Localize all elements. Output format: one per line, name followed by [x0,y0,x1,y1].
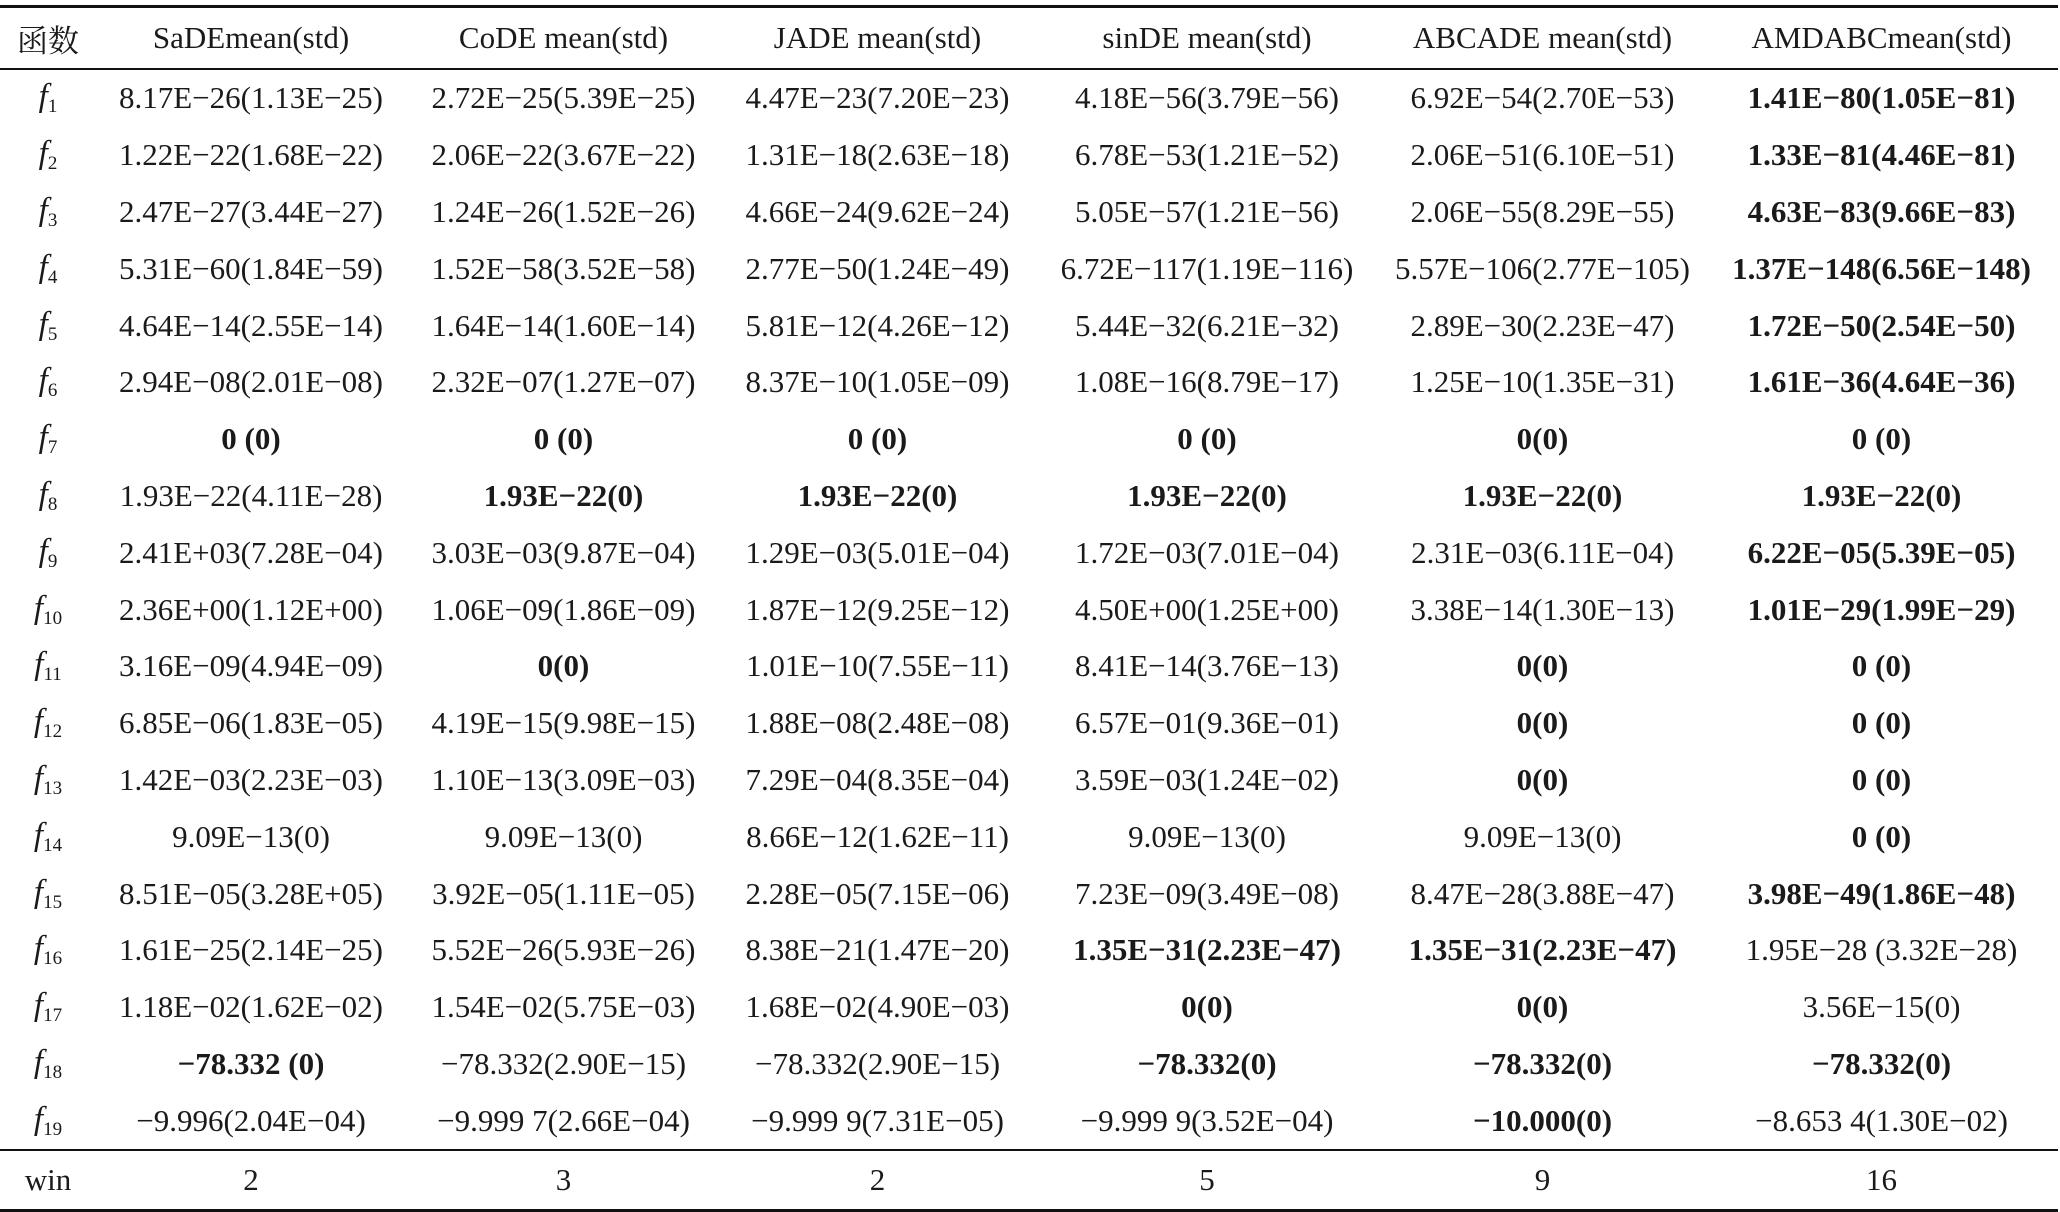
value-cell: 1.33E−81(4.46E−81) [1747,137,2016,173]
value-cell: 1.72E−03(7.01E−04) [1075,534,1339,570]
function-index: 16 [43,948,63,970]
function-symbol: f [38,78,48,115]
value-cell: 0 (0) [1851,818,1912,854]
function-symbol: f [38,248,48,285]
results-table-container [0,5,2060,1212]
value-cell: 1.06E−09(1.86E−09) [431,591,696,627]
value-cell: 2.32E−07(1.27E−07) [431,364,696,400]
value-cell: 7.23E−09(3.49E−08) [1075,875,1339,911]
win-row [0,1150,2058,1211]
function-label [0,979,96,1036]
value-cell: 1.01E−10(7.55E−11) [746,648,1009,684]
value-cell: 1.29E−03(5.01E−04) [745,534,1010,570]
value-cell: −9.996(2.04E−04) [136,1102,366,1138]
function-index: 17 [43,1005,63,1027]
value-cell: 4.63E−83(9.66E−83) [1747,193,2016,229]
function-symbol: f [38,191,48,228]
value-cell: 0 (0) [847,421,908,457]
value-cell: 4.47E−23(7.20E−23) [745,80,1010,116]
value-cell: 8.47E−28(3.88E−47) [1410,875,1675,911]
value-cell: −78.332(0) [1472,1045,1613,1081]
value-cell: 3.16E−09(4.94E−09) [119,648,383,684]
function-index: 6 [47,380,58,402]
value-cell: 1.95E−28 (3.32E−28) [1745,932,2018,968]
value-cell: 6.78E−53(1.21E−52) [1075,137,1339,173]
value-cell: 0(0) [1516,989,1569,1025]
win-label: win [24,1162,72,1198]
function-label [0,808,96,865]
win-cell: 16 [1866,1162,1897,1198]
function-symbol: f [34,646,44,683]
table-row [0,865,2058,922]
function-symbol: f [33,987,44,1024]
value-cell: 9.09E−13(0) [1463,818,1622,854]
value-cell: 2.36E+00(1.12E+00) [119,591,383,627]
function-label [0,638,96,695]
value-cell: 0(0) [1516,705,1569,741]
function-symbol: f [33,873,44,910]
value-cell: 2.77E−50(1.24E−49) [745,250,1010,286]
table-row [0,922,2058,979]
function-label [0,468,96,525]
value-cell: 6.72E−117(1.19E−116) [1060,250,1354,286]
value-cell: 1.01E−29(1.99E−29) [1747,591,2016,627]
function-label [0,524,96,581]
value-cell: 1.93E−22(0) [483,477,644,513]
value-cell: 0 (0) [1851,705,1912,741]
function-symbol: f [33,1100,44,1137]
header-function: 函数 [17,23,79,59]
table-row [0,69,2058,127]
value-cell: 8.37E−10(1.05E−09) [745,364,1010,400]
value-cell: 1.72E−50(2.54E−50) [1747,307,2016,343]
function-symbol: f [33,816,44,853]
value-cell: −10.000(0) [1472,1102,1613,1138]
value-cell: 4.18E−56(3.79E−56) [1075,80,1339,116]
function-label [0,1092,96,1150]
header-row [0,7,2058,70]
function-symbol: f [38,419,48,456]
function-label [0,695,96,752]
value-cell: 8.41E−14(3.76E−13) [1075,648,1339,684]
function-index: 3 [47,209,58,231]
function-label [0,184,96,241]
table-row [0,808,2058,865]
function-label [0,922,96,979]
function-index: 4 [47,266,58,288]
table-row [0,468,2058,525]
table-row [0,240,2058,297]
function-symbol: f [38,135,48,172]
value-cell: 2.06E−22(3.67E−22) [431,137,696,173]
value-cell: 0 (0) [533,421,594,457]
value-cell: −78.332(0) [1811,1045,1952,1081]
value-cell: 1.93E−22(0) [1801,477,1962,513]
value-cell: 0(0) [1181,989,1233,1025]
value-cell: 1.61E−25(2.14E−25) [119,932,383,968]
value-cell: 2.28E−05(7.15E−06) [745,875,1010,911]
table-row [0,979,2058,1036]
value-cell: 2.31E−03(6.11E−04) [1411,534,1674,570]
table-footer [0,1150,2058,1211]
value-cell: 1.37E−148(6.56E−148) [1732,250,2031,286]
function-symbol: f [38,305,48,342]
win-cell: 2 [869,1162,886,1198]
value-cell: 8.17E−26(1.13E−25) [119,80,383,116]
value-cell: 1.93E−22(0) [1127,477,1287,513]
table-row [0,1092,2058,1150]
value-cell: 9.09E−13(0) [172,818,330,854]
function-label [0,752,96,809]
function-index: 14 [43,834,63,856]
value-cell: 0(0) [1516,421,1569,457]
value-cell: −78.332(2.90E−15) [754,1045,1001,1081]
table-row [0,581,2058,638]
value-cell: 0(0) [1516,648,1569,684]
table-row [0,695,2058,752]
function-index: 1 [47,96,58,118]
function-symbol: f [38,532,48,569]
value-cell: 5.57E−106(2.77E−105) [1395,250,1690,286]
value-cell: 2.47E−27(3.44E−27) [119,193,383,229]
win-cell: 2 [243,1162,259,1198]
value-cell: 0 (0) [1851,421,1912,457]
function-index: 8 [47,493,58,515]
value-cell: −8.653 4(1.30E−02) [1755,1102,2008,1138]
value-cell: 3.56E−15(0) [1802,989,1961,1025]
value-cell: 0 (0) [1177,421,1237,457]
win-cell: 3 [555,1162,572,1198]
results-table [0,5,2058,1212]
value-cell: 2.72E−25(5.39E−25) [431,80,696,116]
function-index: 7 [47,437,58,459]
value-cell: 1.93E−22(0) [1462,477,1623,513]
value-cell: 1.35E−31(2.23E−47) [1073,932,1341,968]
function-index: 11 [43,664,62,686]
value-cell: 1.52E−58(3.52E−58) [431,250,696,286]
value-cell: 4.64E−14(2.55E−14) [119,307,383,343]
function-symbol: f [33,703,44,740]
value-cell: 0(0) [1516,761,1569,797]
table-row [0,524,2058,581]
header-amdabc: AMDABCmean(std) [1751,20,2012,55]
header-sinde: sinDE mean(std) [1102,20,1312,55]
value-cell: 1.64E−14(1.60E−14) [431,307,696,343]
value-cell: 3.59E−03(1.24E−02) [1075,761,1339,797]
function-label [0,411,96,468]
value-cell: 6.92E−54(2.70E−53) [1410,80,1675,116]
header-abcade: ABCADE mean(std) [1412,20,1673,55]
header-sade: SaDEmean(std) [152,20,350,55]
value-cell: 7.29E−04(8.35E−04) [745,761,1010,797]
value-cell: 1.68E−02(4.90E−03) [745,989,1010,1025]
value-cell: 0 (0) [1851,761,1912,797]
value-cell: 1.42E−03(2.23E−03) [119,761,383,797]
function-label [0,354,96,411]
value-cell: −78.332(0) [1137,1045,1277,1081]
value-cell: 0 (0) [1851,648,1912,684]
value-cell: 3.03E−03(9.87E−04) [431,534,696,570]
function-symbol: f [33,759,44,796]
value-cell: 1.24E−26(1.52E−26) [431,193,696,229]
table-row [0,184,2058,241]
value-cell: 5.05E−57(1.21E−56) [1075,193,1339,229]
value-cell: 2.89E−30(2.23E−47) [1410,307,1675,343]
value-cell: 1.93E−22(4.11E−28) [119,477,383,513]
value-cell: 1.41E−80(1.05E−81) [1747,80,2016,116]
table-row [0,297,2058,354]
value-cell: 1.35E−31(2.23E−47) [1408,932,1677,968]
value-cell: 1.25E−10(1.35E−31) [1410,364,1675,400]
value-cell: 6.57E−01(9.36E−01) [1075,705,1339,741]
value-cell: 1.54E−02(5.75E−03) [431,989,696,1025]
table-body [0,69,2058,1150]
value-cell: 1.31E−18(2.63E−18) [745,137,1010,173]
function-index: 19 [43,1118,63,1140]
function-label [0,69,96,127]
value-cell: 6.22E−05(5.39E−05) [1747,534,2016,570]
value-cell: 6.85E−06(1.83E−05) [119,705,383,741]
value-cell: 1.22E−22(1.68E−22) [119,137,383,173]
value-cell: 1.18E−02(1.62E−02) [119,989,383,1025]
function-label [0,297,96,354]
value-cell: 1.88E−08(2.48E−08) [745,705,1010,741]
value-cell: 1.08E−16(8.79E−17) [1075,364,1339,400]
value-cell: −9.999 9(7.31E−05) [751,1102,1004,1138]
value-cell: 5.81E−12(4.26E−12) [745,307,1010,343]
function-index: 12 [43,721,63,743]
value-cell: 4.50E+00(1.25E+00) [1075,591,1339,627]
value-cell: 3.98E−49(1.86E−48) [1747,875,2016,911]
value-cell: 2.41E+03(7.28E−04) [119,534,383,570]
value-cell: 4.19E−15(9.98E−15) [431,705,696,741]
function-label [0,865,96,922]
function-label [0,581,96,638]
function-index: 13 [43,777,63,799]
function-symbol: f [33,1043,44,1080]
function-symbol: f [38,362,48,399]
table-row [0,752,2058,809]
function-symbol: f [33,589,44,626]
value-cell: 1.87E−12(9.25E−12) [745,591,1010,627]
function-symbol: f [33,930,44,967]
header-code: CoDE mean(std) [458,20,669,55]
value-cell: 3.38E−14(1.30E−13) [1410,591,1675,627]
table-row [0,1036,2058,1093]
value-cell: 2.06E−55(8.29E−55) [1410,193,1675,229]
value-cell: −9.999 7(2.66E−04) [437,1102,690,1138]
function-index: 18 [43,1061,63,1083]
win-cell: 9 [1534,1162,1551,1198]
value-cell: −9.999 9(3.52E−04) [1080,1102,1334,1138]
value-cell: 4.66E−24(9.62E−24) [745,193,1010,229]
value-cell: 5.52E−26(5.93E−26) [431,932,696,968]
value-cell: 0(0) [537,648,590,684]
table-row [0,354,2058,411]
function-label [0,127,96,184]
table-row [0,638,2058,695]
value-cell: 5.44E−32(6.21E−32) [1075,307,1339,343]
value-cell: −78.332(2.90E−15) [440,1045,687,1081]
value-cell: 8.66E−12(1.62E−11) [746,818,1009,854]
function-label [0,240,96,297]
function-symbol: f [38,475,48,512]
value-cell: 2.06E−51(6.10E−51) [1410,137,1675,173]
table-row [0,127,2058,184]
header-jade: JADE mean(std) [773,20,982,55]
value-cell: 9.09E−13(0) [484,818,643,854]
value-cell: 2.94E−08(2.01E−08) [119,364,383,400]
function-index: 10 [43,607,63,629]
value-cell: 5.31E−60(1.84E−59) [119,250,383,286]
function-index: 5 [47,323,58,345]
function-label [0,1036,96,1093]
value-cell: 1.10E−13(3.09E−03) [431,761,696,797]
table-header [0,7,2058,70]
value-cell: 9.09E−13(0) [1128,818,1286,854]
function-index: 15 [43,891,63,913]
function-index: 2 [47,153,58,175]
value-cell: 1.61E−36(4.64E−36) [1747,364,2016,400]
value-cell: 8.38E−21(1.47E−20) [745,932,1010,968]
value-cell: −78.332 (0) [177,1045,325,1081]
table-row [0,411,2058,468]
function-index: 9 [47,550,58,572]
value-cell: 1.93E−22(0) [797,477,958,513]
value-cell: 8.51E−05(3.28E+05) [119,875,383,911]
value-cell: 3.92E−05(1.11E−05) [432,875,695,911]
value-cell: 0 (0) [221,421,281,457]
win-cell: 5 [1199,1162,1215,1198]
